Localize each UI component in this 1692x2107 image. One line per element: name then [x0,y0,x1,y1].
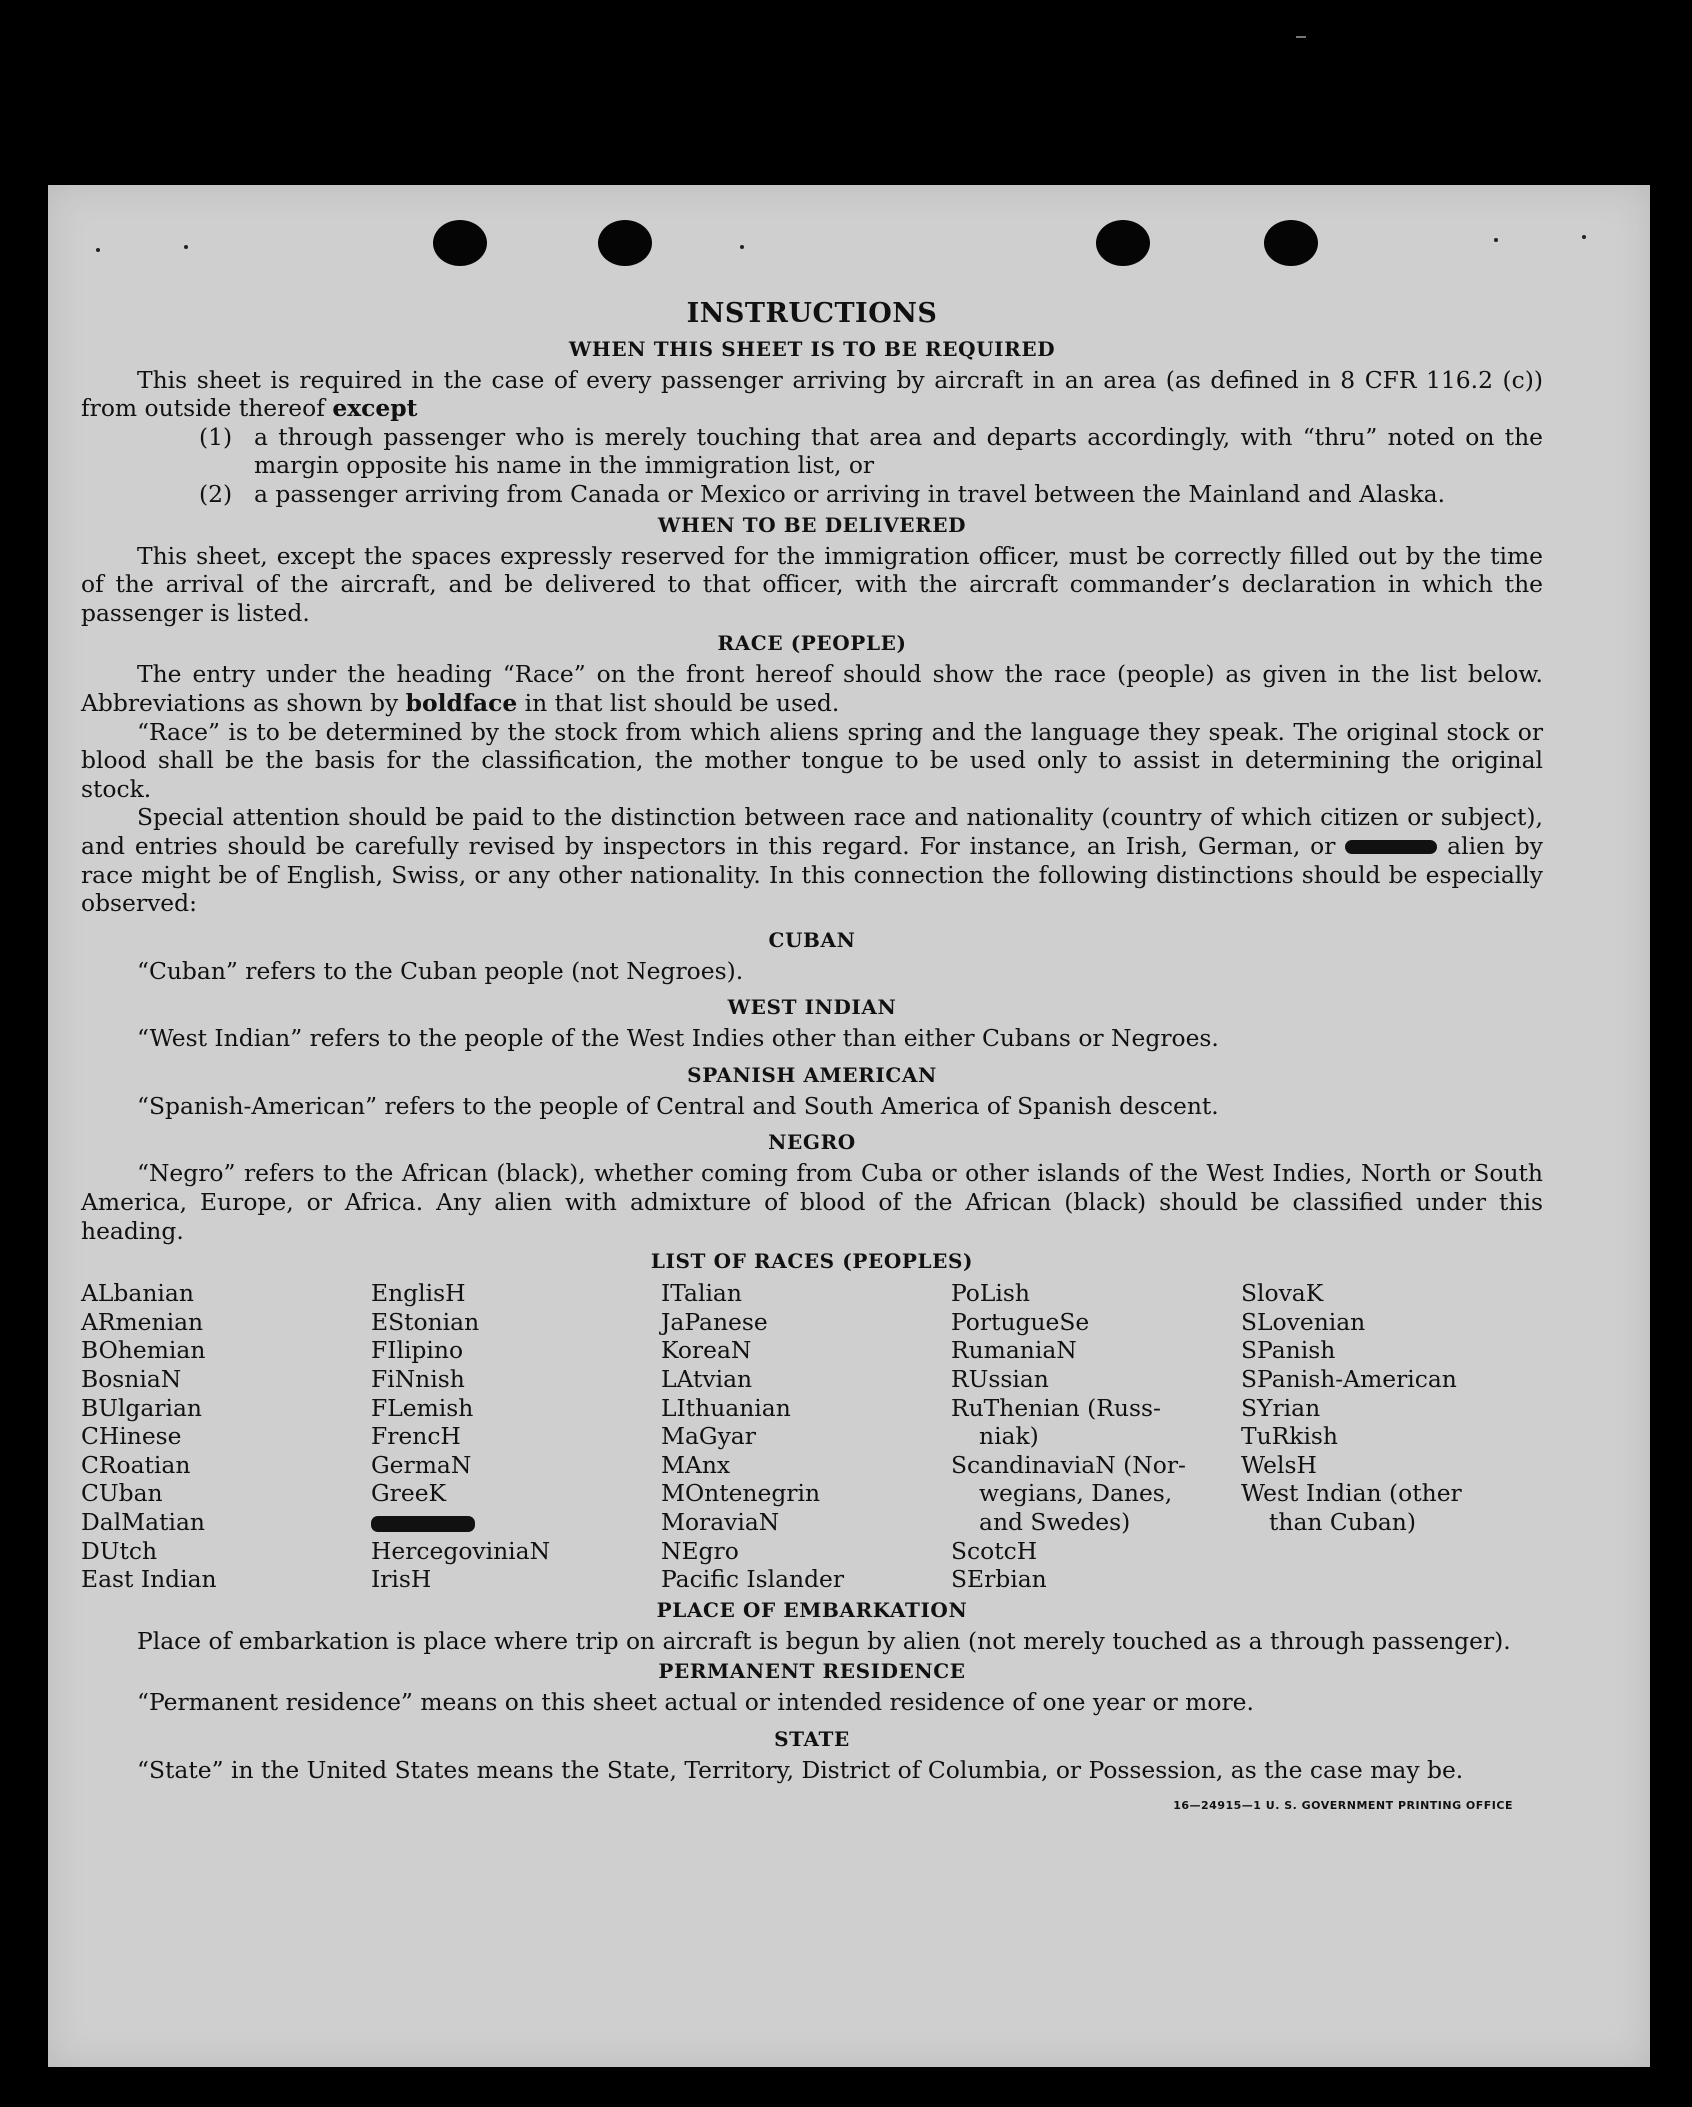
race-entry: SlovaK [1241,1279,1324,1308]
race-entry: PoLish [951,1279,1030,1308]
race-entry: CHinese [81,1422,182,1451]
negro-paragraph: “Negro” refers to the African (black), whether coming from Cuba or other islands of the West Indies, North or South America, Europe, or Africa. Any alien with admixture of blood of the African (black) should be classified under this heading. [81,1159,1543,1245]
race-entry: RuThenian (Russ- [951,1393,1161,1422]
section-heading-negro: NEGRO [768,1130,856,1155]
state-paragraph: “State” in the United States means the State, Territory, District of Columbia, or Possession, as the case may be. [137,1755,1464,1784]
races-column [1241,1279,1531,1594]
race-entry: RUssian [951,1365,1049,1394]
race-entry: than Cuban) [1269,1508,1416,1536]
redaction-mark [371,1516,475,1532]
race-entry: FIlipino [371,1336,464,1365]
section-heading-west-indian: WEST INDIAN [727,995,897,1020]
race-entry: Pacific Islander [661,1565,845,1594]
race-entry: SLovenian [1241,1307,1366,1336]
scan-speck [740,245,744,249]
race-entry: SYrian [1241,1393,1321,1422]
race-entry: SErbian [951,1565,1047,1594]
section-heading-embarkation: PLACE OF EMBARKATION [656,1597,968,1622]
west-indian-paragraph: “West Indian” refers to the people of the West Indies other than either Cubans or Negroes. [137,1024,1219,1053]
list-item: (2) a passenger arriving from Canada or Mexico or arriving in travel between the Mainland and Alaska. [199,479,1446,508]
race-entry: JaPanese [661,1307,768,1336]
scan-speck [1494,238,1498,242]
residence-paragraph: “Permanent residence” means on this sheet actual or intended residence of one year or more. [137,1688,1254,1717]
race-entry: EStonian [371,1307,480,1336]
state-section [81,1755,1543,1812]
race-entry: KoreaN [661,1336,752,1365]
printer-mark: 16—24915—1 U. S. GOVERNMENT PRINTING OFFICE [1173,1798,1513,1812]
punch-hole [433,220,487,266]
race-paragraph-1: The entry under the heading “Race” on the front hereof should show the race (people) as given in the list below. Abbreviations as shown by boldface in that list should be used. [81,660,1543,717]
race-entry: BosniaN [81,1365,182,1394]
race-entry: TuRkish [1241,1422,1339,1451]
race-entry: RumaniaN [951,1336,1077,1365]
cuban-paragraph: “Cuban” refers to the Cuban people (not Negroes). [137,956,744,985]
race-entry: MoraviaN [661,1508,780,1536]
document-sheet [48,185,1650,2067]
race-entry: wegians, Danes, [979,1479,1173,1508]
spanish-american-paragraph: “Spanish-American” refers to the people of Central and South America of Spanish descent. [137,1091,1219,1120]
race-entry: GermaN [371,1450,472,1479]
race-entry: East Indian [81,1565,217,1594]
race-entry: ALbanian [81,1279,194,1308]
race-entry: ScandinaviaN (Nor- [951,1450,1186,1479]
punch-hole [1264,220,1318,266]
race-entry: ScotcH [951,1536,1038,1565]
race-entry: LIthuanian [661,1393,791,1422]
race-entry: ITalian [661,1279,742,1308]
races-column [951,1279,1241,1594]
races-list [81,1279,1543,1594]
race-entry: DUtch [81,1536,158,1565]
race-entry: CUban [81,1479,163,1508]
race-entry: BOhemian [81,1336,206,1365]
race-entry: SPanish-American [1241,1365,1457,1394]
list-item: (1) a through passenger who is merely touching that area and departs accordingly, with “thru” noted on the margin opposite his name in the immigration list, or [199,422,1543,480]
delivered-paragraph: This sheet, except the spaces expressly reserved for the immigration officer, must be correctly filled out by the time of the arrival of the aircraft, and be delivered to that officer, with the aircraft commander’s declaration in which the passenger is listed. [81,541,1543,627]
section-heading-residence: PERMANENT RESIDENCE [658,1659,966,1684]
scan-speck [96,248,100,252]
section-heading-spanish-american: SPANISH AMERICAN [687,1062,937,1087]
page-title: INSTRUCTIONS [686,298,938,329]
race-entry: EnglisH [371,1279,466,1308]
section-heading-races-list: LIST OF RACES (PEOPLES) [650,1249,974,1274]
race-entry: BUlgarian [81,1393,202,1422]
race-entry: FiNnish [371,1365,465,1394]
scan-speck [184,245,188,249]
race-entry: WelsH [1241,1450,1317,1479]
except-bold: except [332,394,418,423]
race-entry: HercegoviniaN [371,1536,551,1565]
race-entry: LAtvian [661,1365,753,1394]
races-column [661,1279,951,1594]
race-entry: and Swedes) [979,1508,1131,1536]
race-paragraph-3: Special attention should be paid to the distinction between race and nationality (country of which citizen or subject), and entries should be carefully revised by inspectors in this regard. For instance, an Irish, German, or alien by race might be of English, Swiss, or any other nationality. In this connection the following distinctions should be especially observed: [81,803,1543,918]
required-paragraph: This sheet is required in the case of every passenger arriving by aircraft in an area (as defined in 8 CFR 116.2 (c)) from outside thereof except [81,365,1543,423]
section-heading-race: RACE (PEOPLE) [717,631,907,656]
race-entry: NEgro [661,1536,739,1565]
race-entry: West Indian (other [1241,1479,1462,1508]
redaction-mark [1345,840,1437,854]
race-entry: MOntenegrin [661,1479,821,1508]
section-heading-required: WHEN THIS SHEET IS TO BE REQUIRED [568,336,1056,361]
section-heading-delivered: WHEN TO BE DELIVERED [657,512,967,537]
race-entry: DalMatian [81,1508,205,1536]
race-entry: SPanish [1241,1336,1336,1365]
section-heading-state: STATE [774,1726,850,1751]
punch-hole [1096,220,1150,266]
race-entry-redacted [371,1508,661,1537]
instructions-body [81,298,1543,1812]
embarkation-paragraph: Place of embarkation is place where trip on aircraft is begun by alien (not merely touched as a through passenger). [137,1626,1511,1655]
punch-hole [598,220,652,266]
races-column [81,1279,371,1594]
race-entry: MAnx [661,1450,731,1479]
race-entry: PortugueSe [951,1307,1090,1336]
race-entry: niak) [979,1422,1039,1451]
race-entry: CRoatian [81,1450,191,1479]
race-entry: ARmenian [81,1307,204,1336]
race-entry: FLemish [371,1393,474,1422]
scan-speck [1582,235,1586,239]
scan-speck [1296,36,1306,38]
race-entry: IrisH [371,1565,432,1594]
race-entry: FrencH [371,1422,461,1451]
section-heading-cuban: CUBAN [768,927,856,952]
races-column [371,1279,661,1594]
race-entry: GreeK [371,1479,447,1508]
race-paragraph-2: “Race” is to be determined by the stock from which aliens spring and the language they speak. The original stock or blood shall be the basis for the classification, the mother tongue to be used only to assist in determining the original stock. [81,717,1543,803]
race-entry: MaGyar [661,1422,756,1451]
